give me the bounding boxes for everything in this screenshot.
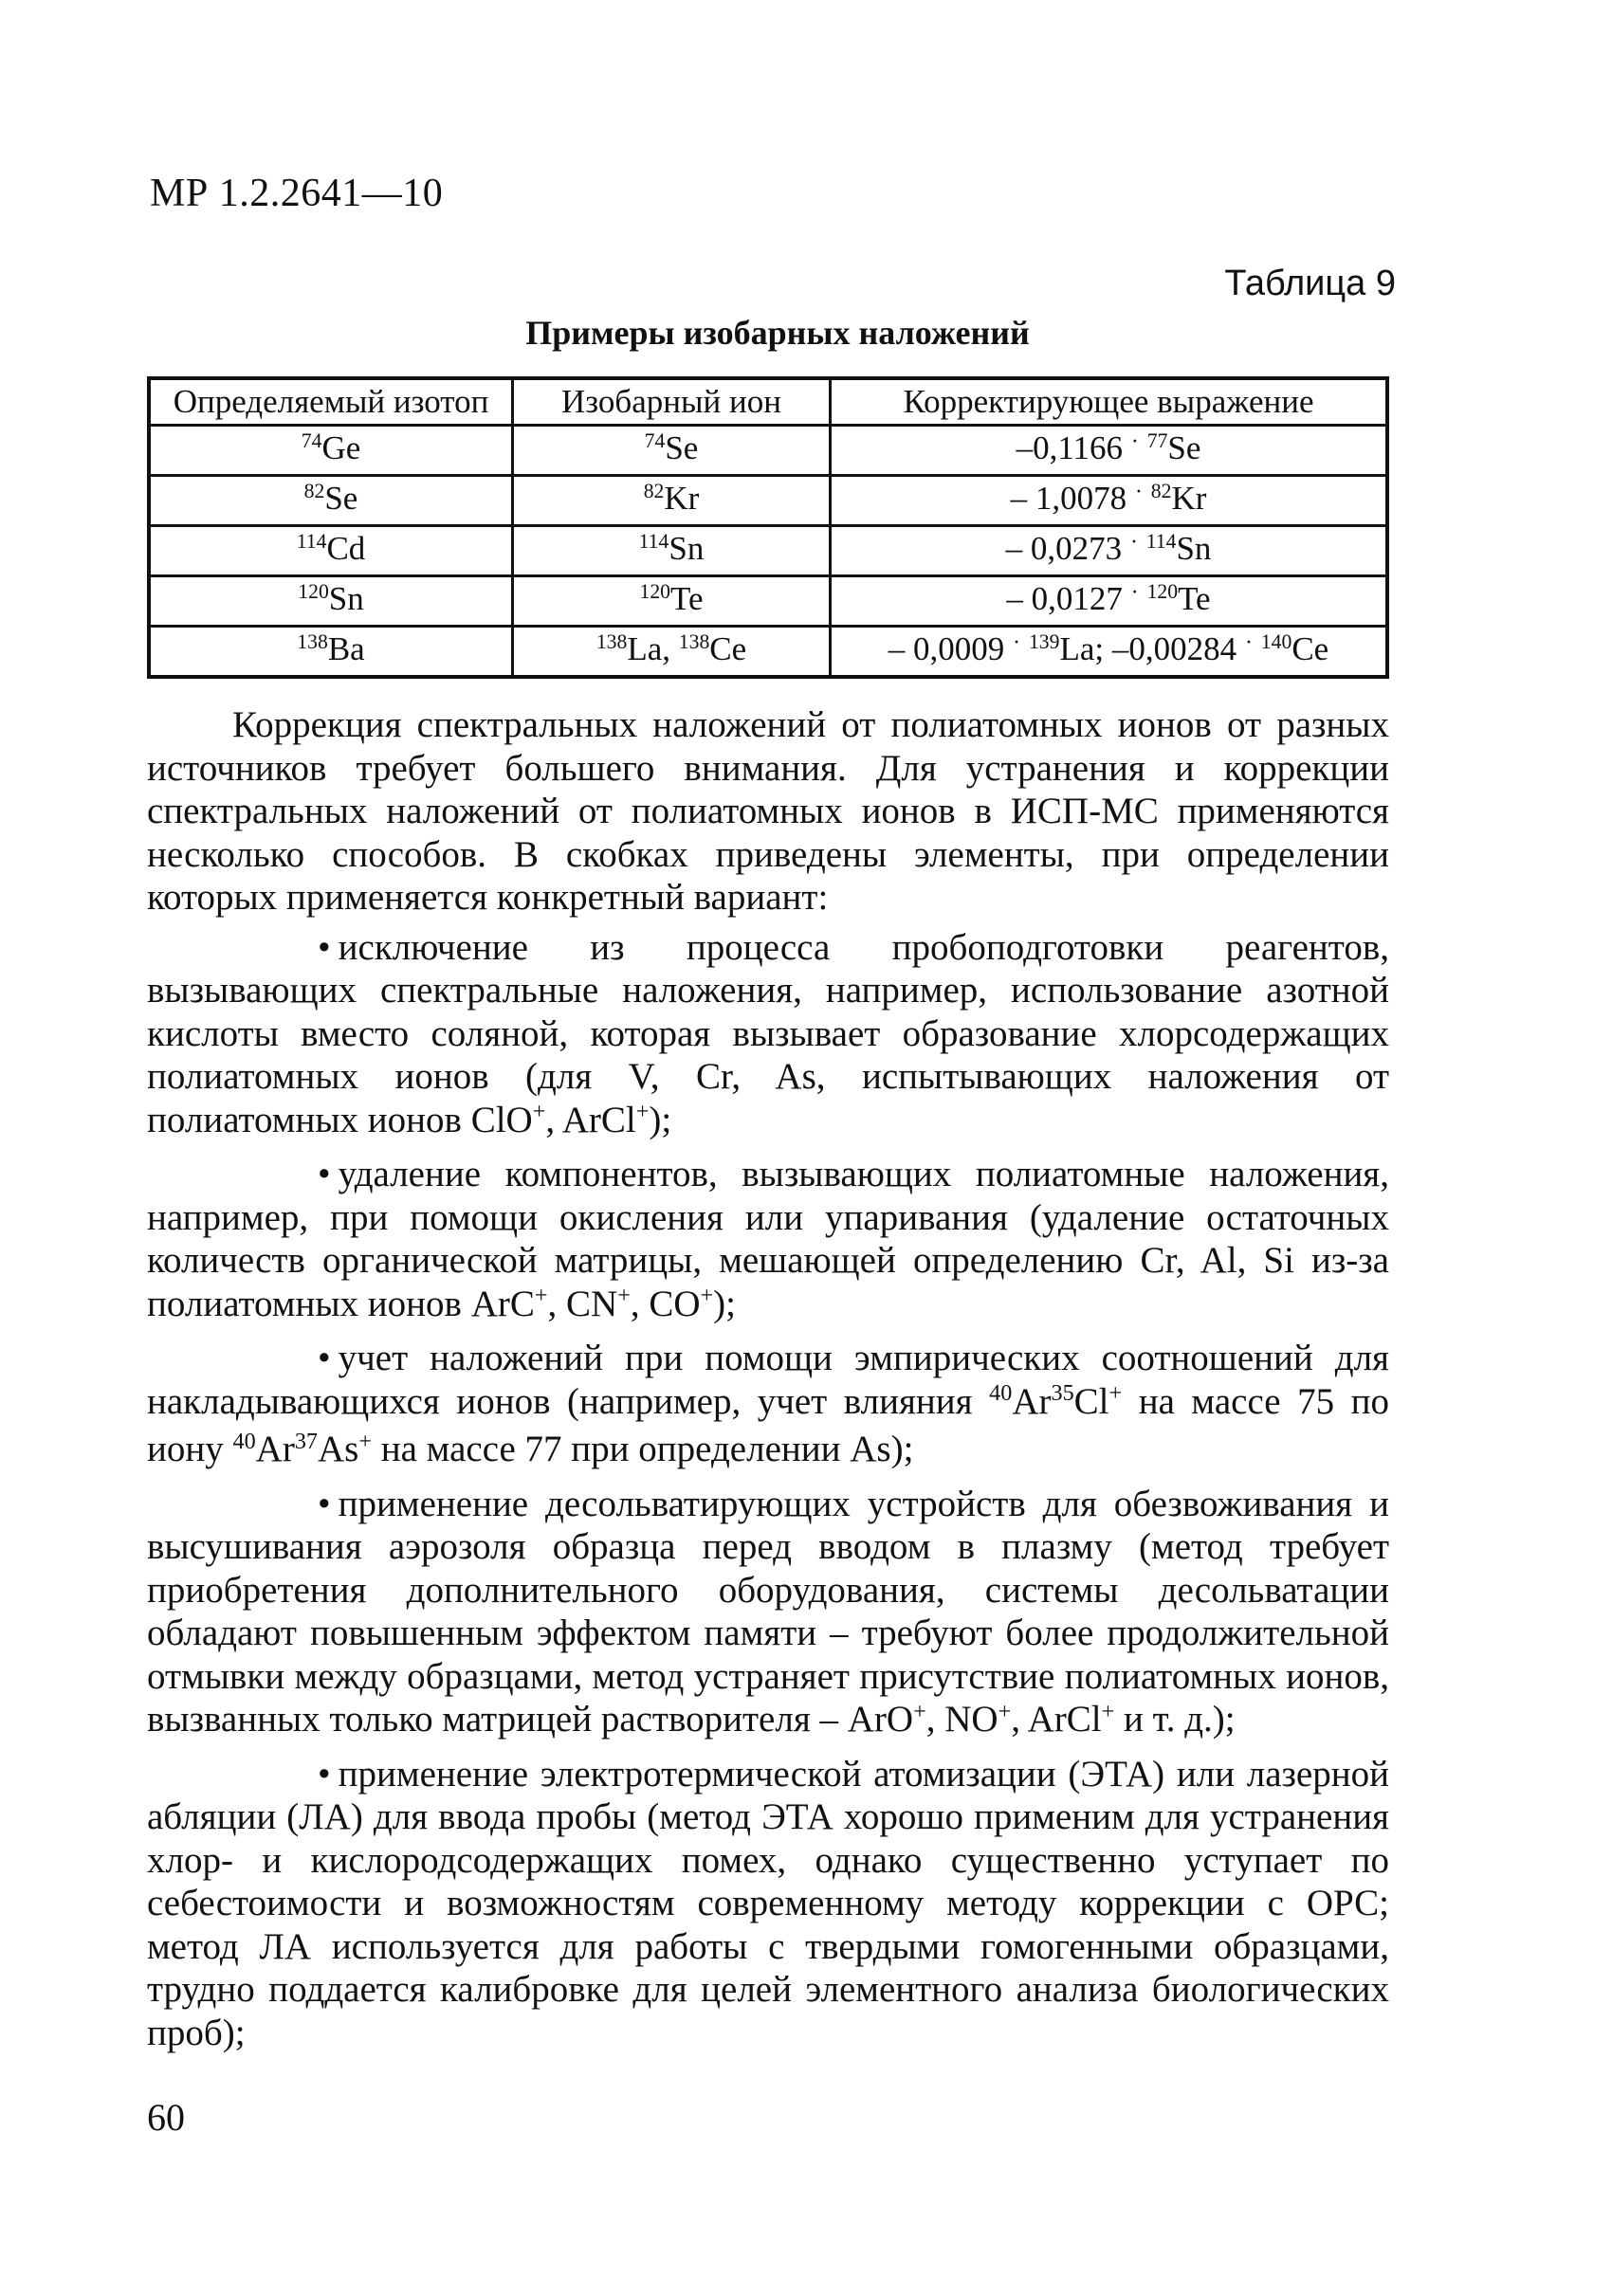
separator: , [545,1099,562,1140]
mass-number: 138 [595,630,628,654]
page-number: 60 [147,2096,185,2139]
charge: + [532,1099,546,1125]
mass-number: 77 [1146,429,1168,453]
charge: + [1108,1380,1123,1407]
ion-formula: ArCl [1027,1699,1102,1740]
mass-number: 138 [297,630,328,654]
mass-number: 120 [639,580,671,604]
cell-ion [513,576,831,627]
separator: , [1011,1699,1028,1740]
list-item-end: и т. д.); [1114,1699,1236,1740]
coefficient: – 0,0273 [1005,530,1123,567]
mass-number: 82 [1150,480,1172,503]
table-number: Таблица 9 [1224,264,1396,303]
coefficient: – 0,0009 [888,630,1005,667]
element: Ce [709,630,747,667]
mass-number: 74 [644,429,666,453]
mass-number: 120 [1146,580,1179,604]
list-item-end: ); [649,1099,672,1140]
coefficient: – 1,0078 [1010,480,1127,517]
element: Sn [328,580,364,617]
mass-number: 120 [298,580,329,604]
cell-expression [831,426,1388,476]
charge: + [617,1283,631,1309]
list-item [147,1337,1389,1476]
multiply-dot: · [1129,528,1138,555]
list-item-text: учет наложений при помощи эмпирических соотношений для накладывающихся ионов (например, учет влияния [147,1338,1389,1422]
mass-number: 114 [296,530,327,554]
mass-number: 114 [1145,530,1177,554]
charge: + [700,1283,714,1309]
list-item-text: удаление компонентов, вызывающих полиатомные наложения, например, при помощи окисления или упаривания (удаление остаточных количеств органической матрицы, мешающей определению Cr, Al, Si из-за полиатомных ионов [147,1154,1389,1324]
table-row [149,576,1387,627]
list-item [147,1153,1389,1330]
charge: + [358,1428,372,1454]
ion-formula: ArCl [561,1099,636,1140]
ion-formula: ArO [847,1699,914,1740]
element: Sn [669,530,705,567]
header-ion: Изобарный ион [513,378,831,426]
charge: + [913,1698,926,1724]
cell-expression [831,627,1388,678]
element: As [318,1429,359,1469]
element: Ar [1012,1380,1052,1422]
element: Cd [326,530,366,567]
ion-formula: ArC [470,1283,535,1324]
ion-formula: NO [944,1699,998,1740]
element: Sn [1176,530,1212,567]
table-row [149,526,1387,576]
cell-expression [831,476,1388,526]
coefficient: – 0,0127 [1006,580,1123,617]
cell-ion [513,476,831,526]
cell-ion [513,627,831,678]
charge: + [635,1099,650,1125]
mass-number: 139 [1028,630,1060,654]
cell-ion [513,526,831,576]
charge: + [998,1698,1012,1724]
element: Ce [1291,630,1329,667]
multiply-dot: · [1244,629,1254,655]
cell-isotope [149,627,513,678]
bullet-icon: • [318,926,331,968]
separator: , [925,1699,945,1740]
mass-number: 40 [232,1428,256,1454]
list-item-text: исключение из процесса пробоподготовки реагентов, вызывающих спектральные наложения, например, использование азотной кислоты вместо соляной, которая вызывает образование хлорсодержащих полиатомных ионов (для V, Cr, As, испытывающих наложения от полиатомных ионов [147,926,1389,1140]
bullet-icon: • [318,1338,331,1378]
mass-number: 40 [989,1380,1013,1407]
mass-number: 74 [301,429,322,453]
element: Te [1178,580,1211,617]
cell-isotope [149,526,513,576]
list-item [147,926,1389,1147]
element: Ar [255,1429,295,1469]
table-header-row [149,378,1387,426]
bullet-icon: • [318,1753,331,1795]
bullet-icon: • [318,1154,331,1194]
mass-number: 37 [294,1428,318,1454]
multiply-dot: · [1013,629,1021,655]
separator: , [630,1283,650,1324]
table-row [149,627,1387,678]
bullet-icon: • [318,1483,331,1524]
document-id: МР 1.2.2641—10 [150,172,444,215]
mass-number: 138 [678,630,710,654]
cell-isotope [149,576,513,627]
ion-formula: CN [566,1283,618,1324]
header-expression: Корректирующее выражение [831,378,1388,426]
coefficient: –0,1166 [1016,429,1124,466]
cell-isotope [149,476,513,526]
cell-ion [513,426,831,476]
element: Cl [1073,1380,1109,1422]
element: Se [324,480,358,517]
cell-expression [831,526,1388,576]
isobaric-overlap-table [147,376,1389,679]
list-item-end: ); [713,1283,736,1324]
list-item-text: применение электротермической атомизации (ЭТА) или лазерной абляции (ЛА) для ввода пробы (метод ЭТА хорошо применим для устранения хлор- и кислородсодержащих помех, однако существенно уступает по себестоимости и возможностям современному методу коррекции с ОРС; метод ЛА используется для работы с твердыми гомогенными образцами, трудно поддается калибровке для целей элементного анализа биологических проб); [147,1753,1389,2053]
element: Se [665,429,699,466]
list-item-text: на массе 77 при определении As); [371,1429,914,1469]
element: La [1059,630,1095,667]
separator: , [547,1283,567,1324]
table-title: Примеры изобарных наложений [525,314,1030,352]
coefficient: –0,00284 [1111,630,1237,667]
table-row [149,426,1387,476]
mass-number: 82 [643,480,665,503]
list-item-text: применение десольватирующих устройств для обезвоживания и высушивания аэрозоля образца перед вводом в плазму (метод требует приобретения дополнительного оборудования, системы десольватации обладают повышенным эффектом памяти – требуют более продолжительной отмывки между образцами, метод устраняет присутствие полиатомных ионов, вызванных только матрицей растворителя – [147,1483,1389,1740]
multiply-dot: · [1134,478,1144,504]
intro-paragraph: Коррекция спектральных наложений от полиатомных ионов от разных источников требует большего внимания. Для устранения и коррекции спектральных наложений от полиатомных ионов в ИСП-МС применяются несколько способов. В скобках приведены элементы, при определении которых применяется конкретный вариант: [147,704,1389,918]
mass-number: 140 [1260,630,1292,654]
header-isotope: Определяемый изотоп [149,378,513,426]
table-row [149,476,1387,526]
mass-number: 35 [1051,1380,1074,1407]
ion-formula: ClO [470,1099,533,1140]
element: La [627,630,663,667]
cell-expression [831,576,1388,627]
separator: , [662,630,679,667]
element: Se [1167,429,1201,466]
element: Te [670,580,704,617]
charge: + [1101,1698,1115,1724]
element: Kr [664,480,700,517]
multiply-dot: · [1130,578,1139,605]
charge: + [534,1283,548,1309]
body-text [147,703,1389,2061]
cell-isotope [149,426,513,476]
list-item-text: на массе 75 по иону [147,1380,1390,1469]
mass-number: 114 [638,530,669,554]
element: Ba [327,630,365,667]
list-item [147,1753,1389,2055]
element: Ge [321,429,361,466]
multiply-dot: · [1130,428,1139,454]
ion-formula: CO [649,1283,701,1324]
list-item [147,1483,1389,1746]
separator: ; [1094,630,1105,667]
element: Kr [1171,480,1207,517]
mass-number: 82 [303,480,325,503]
